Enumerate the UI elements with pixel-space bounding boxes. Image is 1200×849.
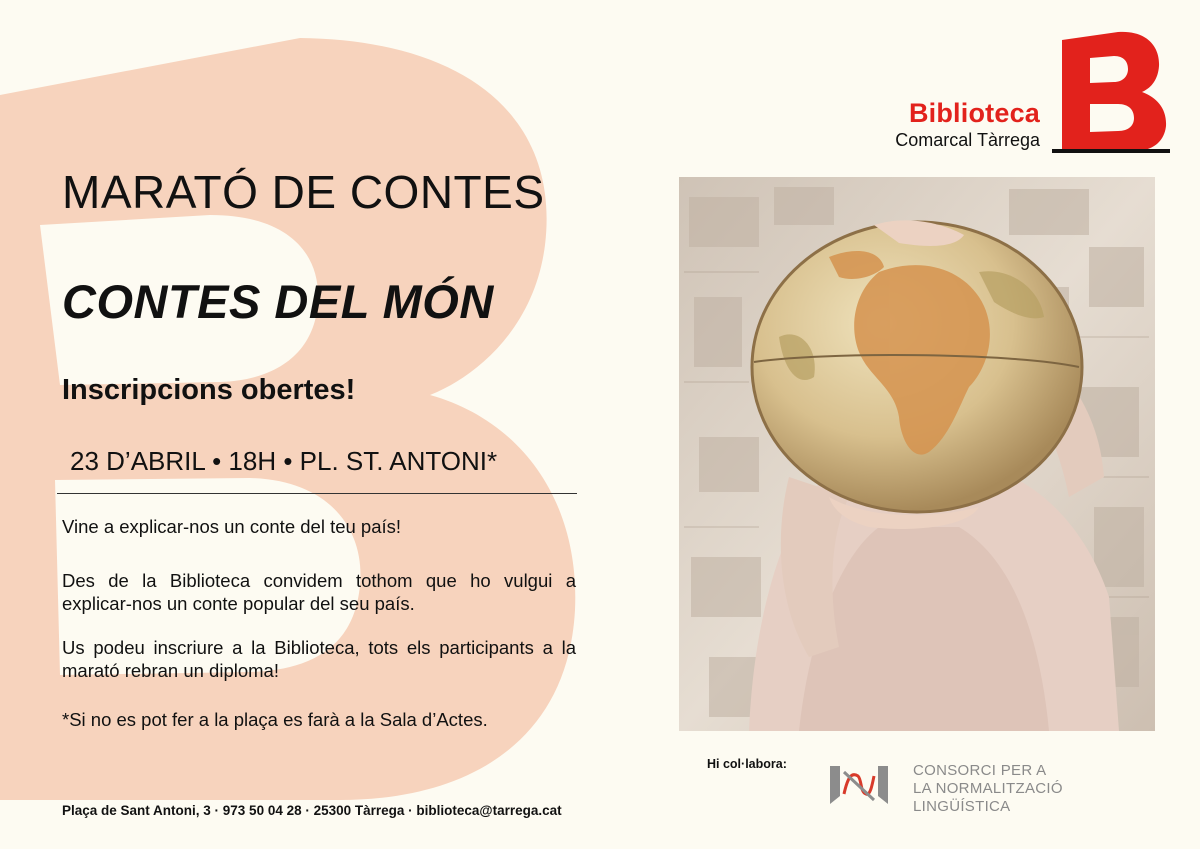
body-paragraph-2: Des de la Biblioteca convidem tothom que ho vulgui a explicar-nos un conte popular del seu país.: [62, 570, 576, 614]
body-paragraph-1: Vine a explicar-nos un conte del teu país!: [62, 516, 402, 537]
globe-photo: [679, 177, 1155, 731]
divider: [57, 493, 577, 494]
partner-name: CONSORCI PER A LA NORMALITZACIÓ LINGÜÍSTICA: [913, 762, 1063, 815]
signup-heading: Inscripcions obertes!: [62, 374, 356, 406]
globe-illustration: [679, 177, 1155, 731]
logo-subtitle: Comarcal Tàrrega: [895, 130, 1040, 150]
logo-title: Biblioteca: [908, 98, 1040, 128]
logo-b-mark: [1052, 28, 1170, 156]
body-paragraph-3: Us podeu inscriure a la Biblioteca, tots els participants a la marató rebran un diploma!: [62, 637, 576, 681]
consorci-logo-icon: [830, 766, 888, 804]
event-date-time-place: 23 D’ABRIL • 18H • PL. ST. ANTONI*: [70, 446, 498, 476]
library-logo: [880, 28, 1170, 158]
footer-contact: Plaça de Sant Antoni, 3 · 973 50 04 28 · 25300 Tàrrega · biblioteca@tarrega.cat: [62, 803, 562, 818]
body-paragraph-4: *Si no es pot fer a la plaça es farà a la Sala d’Actes.: [62, 709, 488, 730]
event-title: MARATÓ DE CONTES: [62, 166, 545, 218]
collaboration-label: Hi col·labora:: [707, 757, 787, 771]
event-subtitle: CONTES DEL MÓN: [62, 275, 494, 328]
